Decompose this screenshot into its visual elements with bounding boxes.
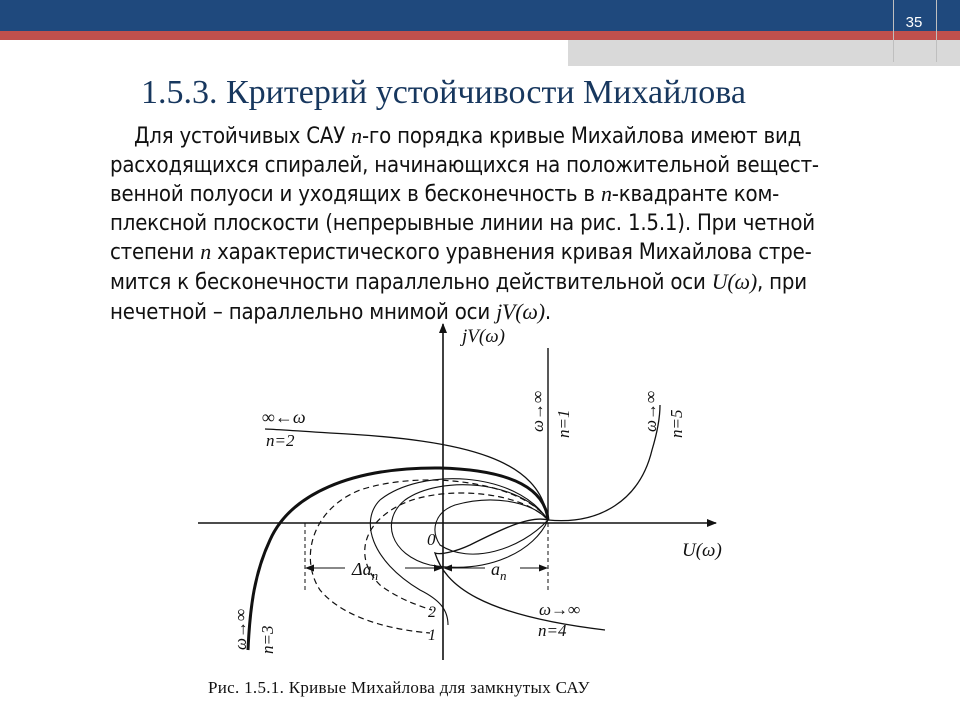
label-an bbox=[491, 559, 507, 583]
label-n3-omega: ω→∞ bbox=[231, 608, 250, 650]
label-n2: n=2 bbox=[266, 431, 295, 450]
label-delta-an bbox=[351, 559, 378, 583]
axis-x-label: U(ω) bbox=[682, 540, 722, 561]
label-an-main: a bbox=[491, 559, 500, 579]
math-symbol: jV(ω) bbox=[496, 298, 545, 324]
slide-number: 35 bbox=[905, 14, 923, 31]
figure-caption: Рис. 1.5.1. Кривые Михайлова для замкнутых САУ bbox=[208, 678, 590, 697]
body-text-run: расходящихся спиралей, начинающихся на положительной вещест- bbox=[110, 152, 819, 178]
label-n4-omega: ω→∞ bbox=[539, 600, 581, 619]
spiral-loop-outer bbox=[370, 479, 548, 625]
body-text-run: характеристического уравнения кривая Михайлова стре- bbox=[211, 240, 812, 266]
unstable-curve-2 bbox=[365, 493, 548, 610]
math-symbol: n bbox=[200, 239, 212, 265]
label-n5-omega: ω→∞ bbox=[641, 390, 660, 432]
curve-n2 bbox=[265, 429, 548, 520]
origin-label: 0 bbox=[427, 530, 436, 549]
axis-y-label: jV(ω) bbox=[462, 326, 505, 347]
math-symbol: n bbox=[600, 181, 612, 207]
label-curve-1: 1 bbox=[428, 627, 436, 644]
label-n1: n=1 bbox=[554, 409, 573, 438]
label-n2-omega: ∞←ω bbox=[262, 407, 306, 427]
body-text-run: венной полуоси и уходящих в бесконечность в bbox=[110, 182, 601, 208]
body-text-run: -квадранте ком- bbox=[611, 182, 780, 208]
body-text-run: плексной плоскости (непрерывные линии на рис. 1.5.1). При четной bbox=[110, 210, 815, 236]
label-curve-2: 2 bbox=[428, 604, 436, 621]
label-n4: n=4 bbox=[538, 621, 567, 640]
math-symbol: n bbox=[351, 123, 362, 148]
label-n1-omega: ω→∞ bbox=[528, 390, 547, 432]
body-text-run: Для устойчивых САУ bbox=[134, 124, 352, 149]
label-delta-an-main: Δa bbox=[352, 559, 372, 579]
body-text-run: степени bbox=[110, 240, 201, 266]
math-symbol: U(ω) bbox=[711, 268, 757, 294]
body-text-run: мится к бесконечности параллельно действительной оси bbox=[110, 269, 712, 295]
label-delta-an-sub: n bbox=[371, 568, 379, 583]
label-n5: n=5 bbox=[667, 409, 686, 438]
label-an-sub: n bbox=[500, 568, 507, 583]
label-n3: n=3 bbox=[258, 625, 277, 654]
slide-title: 1.5.3. Критерий устойчивости Михайлова bbox=[141, 74, 746, 111]
body-text-run: . bbox=[544, 299, 551, 325]
body-text-run: -го порядка кривые Михайлова имеют вид bbox=[361, 124, 802, 149]
body-text-run: , при bbox=[757, 269, 807, 295]
body-text-run: нечетной – параллельно мнимой оси bbox=[110, 299, 497, 325]
